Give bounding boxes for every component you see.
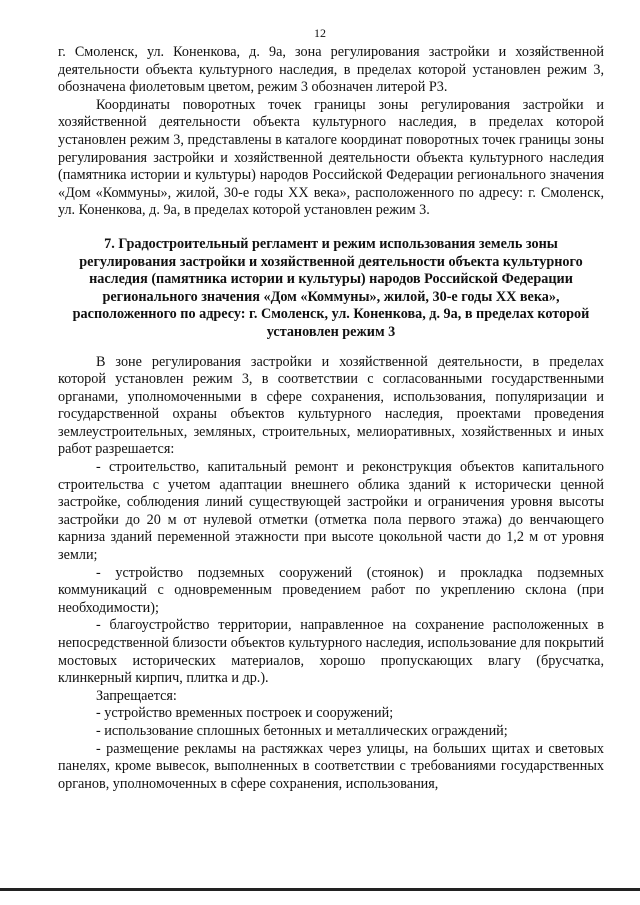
list-item-underground: - устройство подземных сооружений (стоянок) и прокладка подземных коммуникаций с одновременным проведением работ по укреплению склона (при необходимости); (58, 564, 604, 616)
document-body (58, 44, 604, 793)
paragraph-coordinates: Координаты поворотных точек границы зоны регулирования застройки и хозяйственной деятельности объекта культурного наследия, в пределах которой установлен режим 3, представлены в каталоге координат поворотных точек границы зоны регулирования застройки и хозяйственной деятельности объекта культурного наследия (памятника истории и культуры) народов Российской Федерации регионального значения «Дом «Коммуны», жилой, 30-е годы XX века», расположенного по адресу: г. Смоленск, ул. Коненкова, д. 9а, в пределах которой установлен режим 3. (58, 96, 604, 219)
list-item-solid-fences: - использование сплошных бетонных и металлических ограждений; (96, 722, 508, 739)
list-item-advertising: - размещение рекламы на растяжках через улицы, на больших щитах и световых панелях, кроме вывесок, выполненных в соответствии с требованиями государственных органов, уполномоченных в сфере сохранения, использования, (58, 740, 604, 792)
section-heading-7: 7. Градостроительный регламент и режим использования земель зоны регулирования застройки и хозяйственной деятельности объекта культурного наследия (памятника истории и культуры) народов Российской Федерации регионального значения «Дом «Коммуны», жилой, 30-е годы XX века», расположенного по адресу: г. Смоленск, ул. Коненкова, д. 9а, в пределах которой установлен режим 3 (72, 235, 590, 340)
paragraph-zone-designation: г. Смоленск, ул. Коненкова, д. 9а, зона регулирования застройки и хозяйственной деятельности объекта культурного наследия, в пределах которой установлен режим 3, обозначена фиолетовым цветом, режим 3 обозначен литерой Р3. (58, 44, 604, 96)
page-bottom-rule (0, 888, 640, 891)
list-item-landscaping: - благоустройство территории, направленное на сохранение расположенных в непосредственной близости объектов культурного наследия, использование для покрытий мостовых исторических материалов, хорошо пропускающих влагу (брусчатка, клинкерный кирпич, плитка и др.). (58, 617, 604, 687)
paragraph-permitted-intro: В зоне регулирования застройки и хозяйственной деятельности, в пределах которой установлен режим 3, в соответствии с согласованными государственными органами, уполномоченными в сфере сохранения, использования, популяризации и государственной охраны объектов культурного наследия, проектами проведения землеустроительных, земляных, строительных, мелиоративных, хозяйственных и иных работ разрешается: (58, 353, 604, 458)
list-item-temporary-buildings: - устройство временных построек и сооружений; (96, 705, 394, 722)
prohibited-label: Запрещается: (96, 687, 177, 704)
page-number: 12 (314, 26, 326, 40)
list-item-construction: - строительство, капитальный ремонт и реконструкция объектов капитального строительства с учетом адаптации внешнего облика зданий к исторически ценной застройке, соблюдения линий существующей застройки и ограничения уровня высоты застройки до 20 м от нулевой отметки (отметка пола первого этажа) до венчающего карниза зданий переменной этажности при высоте цокольной части до 1,2 м от уровня земли; (58, 459, 604, 564)
